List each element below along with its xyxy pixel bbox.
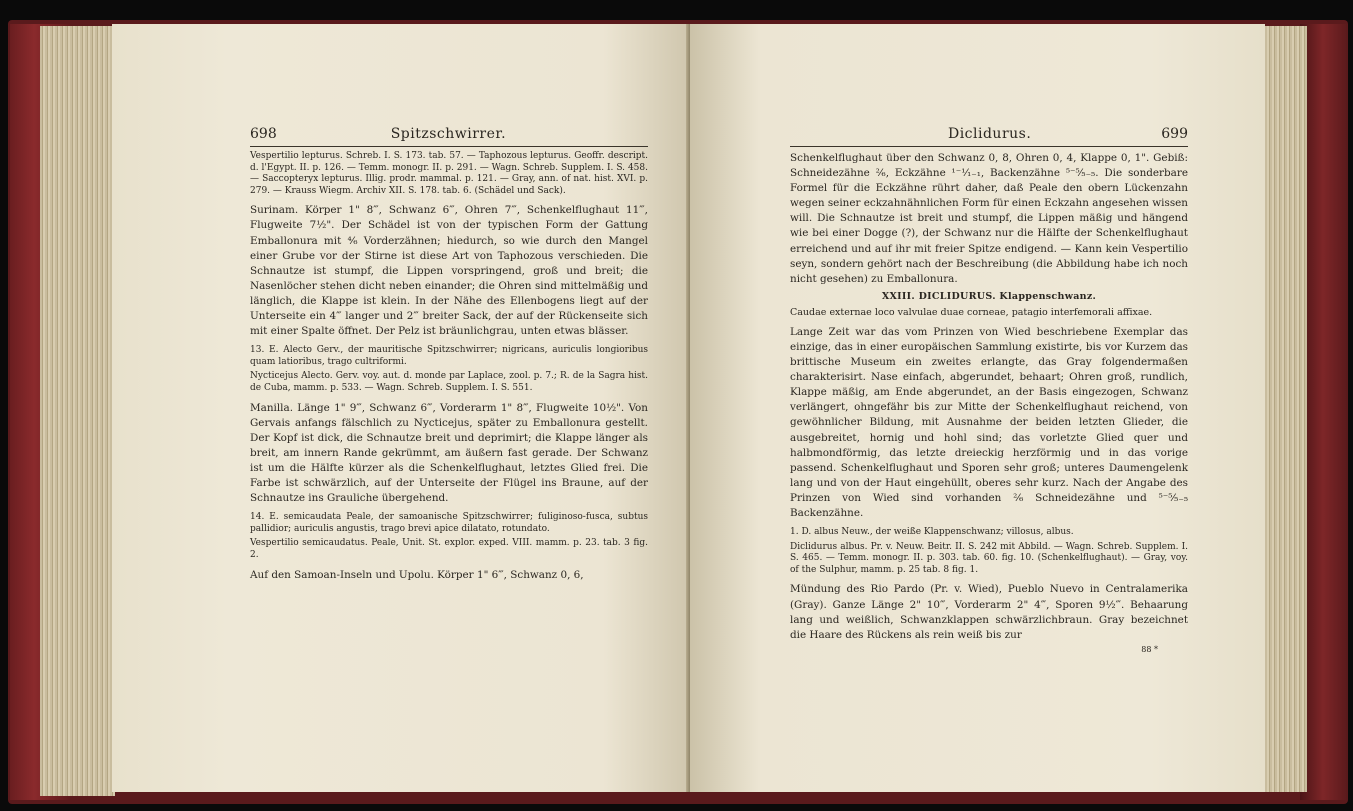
right-page xyxy=(690,24,1265,792)
left-page xyxy=(112,24,690,792)
small-print-paragraph: Vespertilio lepturus. Schreb. I. S. 173. tab. 57. — Taphozous lepturus. Geoffr. descript. d. l'Egypt. II. p. 126. — Temm. monogr. II. p. 291. — Wagn. Schreb. Supplem. I. S. 458. — Saccopteryx lepturus. Illig. prodr. mammal. p. 121. — Gray, ann. of nat. hist. XVI. p. 279. — Krauss Wiegm. Archiv XII. S. 178. tab. 6. (Schädel und Sack). xyxy=(250,151,648,196)
right-header-rule xyxy=(790,146,1188,147)
left-text-column xyxy=(250,126,648,583)
small-print-paragraph: Nycticejus Alecto. Gerv. voy. aut. d. monde par Laplace, zool. p. 7.; R. de la Sagra hist. de Cuba, mamm. p. 533. — Wagn. Schreb. Supplem. I. S. 551. xyxy=(250,371,648,393)
section-latin-diagnosis: Caudae externae loco valvulae duae corneae, patagio interfemorali affixae. xyxy=(790,306,1153,318)
right-page-number: 699 xyxy=(1161,126,1188,142)
right-running-title: Diclidurus. xyxy=(947,126,1032,142)
right-page-body-before xyxy=(790,151,1188,287)
body-paragraph: Lange Zeit war das vom Prinzen von Wied beschriebene Exemplar das einzige, das in einer europäischen Sammlung existirte, bis vor Kurzem das brittische Museum ein zweites erlangte, das Gray folgendermaßen charakterisirt. Nase einfach, abgerundet, behaart; Ohren groß, rundlich, Klappe mäßig, am Ende abgerundet, an der Basis eingezogen, Schwanz verlängert, ohngefähr bis zur Mitte der Schenkelflughaut reichend, von gewöhnlicher Bildung, mit Ausnahme der beiden letzten Glieder, die ausgebreitet, hornig und hohl sind; das vorletzte Glied quer und halbmondförmig, das letzte dreieckig herzförmig und in das vorige passend. Schenkelflughaut und Sporen sehr groß; unteres Daumengelenk lang und von der Haut eingehüllt, oberes sehr kurz. Nach der Angabe des Prinzen von Wied sind vorhanden ²⁄₆ Schneidezähne und ⁵⁻⁵⁄₅₋₅ Backenzähne. xyxy=(790,325,1188,519)
left-running-title: Spitzschwirrer. xyxy=(390,126,507,142)
signature-mark: 88 * xyxy=(1141,644,1158,654)
left-page-body xyxy=(250,151,648,583)
body-paragraph: Auf den Samoan-Inseln und Upolu. Körper 1" 6‴, Schwanz 0, 6, xyxy=(250,568,584,581)
left-page-header xyxy=(250,126,648,142)
small-print-paragraph: 1. D. albus Neuw., der weiße Klappenschwanz; villosus, albus. xyxy=(790,527,1074,538)
page-stack-right xyxy=(1262,26,1307,792)
section-heading: XXIII. DICLIDURUS. Klappenschwanz. xyxy=(881,290,1097,302)
small-print-paragraph: Diclidurus albus. Pr. v. Neuw. Beitr. II. S. 242 mit Abbild. — Wagn. Schreb. Supplem. I. S. 465. — Temm. monogr. II. p. 303. tab. 60. fig. 10. (Schenkelflughaut). — Gray, voy. of the Sulphur, mamm. p. 25 tab. 8 fig. 1. xyxy=(790,541,1188,575)
right-text-column xyxy=(790,126,1188,654)
left-header-rule xyxy=(250,146,648,147)
body-paragraph: Surinam. Körper 1" 8‴, Schwanz 6‴, Ohren 7‴, Schenkelflughaut 11‴, Flugweite 7½". Der Schädel ist von der typischen Form der Gattung Emballonura mit ⁴⁄₆ Vorderzähnen; hiedurch, so wie durch den Mangel einer Grube vor der Stirne ist diese Art von Taphozous verschieden. Die Schnautze ist stumpf, die Lippen vorspringend, groß und breit; die Nasenlöcher stehen dicht neben einander; die Ohren sind mittelmäßig und länglich, die Klappe ist klein. In der Nähe des Ellenbogens liegt auf der Unterseite ein 4‴ langer und 2‴ breiter Sack, der auf der Rückenseite sich mit einer Spalte öffnet. Der Pelz ist bräunlichgrau, unten etwas blässer. xyxy=(250,204,648,338)
page-stack-left xyxy=(40,26,115,796)
body-paragraph: Schenkelflughaut über den Schwanz 0, 8, Ohren 0, 4, Klappe 0, 1". Gebiß: Schneidezähne ²⁄₆, Eckzähne ¹⁻¹⁄₁₋₁, Backenzähne ⁵⁻⁵⁄₅₋₅. Die sonderbare Formel für die Eckzähne rührt daher, daß Peale den obern Lückenzahn wegen seiner eckzahnähnlichen Form für einen Eckzahn angesehen wissen will. Die Schnautze ist breit und stumpf, die Lippen mäßig und hängend wie bei einer Dogge (?), der Schwanz nur die Hälfte der Schenkelflughaut erreichend und auf ihr mit freier Spitze endigend. — Kann kein Vespertilio seyn, sondern gehört nach der Beschreibung (die Abbildung habe ich noch nicht gesehen) zu Emballonura. xyxy=(790,152,1188,285)
body-paragraph: Mündung des Rio Pardo (Pr. v. Wied), Pueblo Nuevo in Centralamerika (Gray). Ganze Länge 2" 10‴, Vorderarm 2" 4‴, Sporen 9½‴. Behaarung lang und weißlich, Schwanzklappen schwärzlichbraun. Gray bezeichnet die Haare des Rückens als rein weiß bis zur xyxy=(790,583,1188,641)
left-page-number: 698 xyxy=(250,126,277,142)
small-print-paragraph: Vespertilio semicaudatus. Peale, Unit. St. explor. exped. VIII. mamm. p. 23. tab. 3 fig. 2. xyxy=(250,538,648,561)
small-print-paragraph: 14. E. semicaudata Peale, der samoanische Spitzschwirrer; fuliginoso-fusca, subtus pallidior; auriculis angustis, trago brevi apice dilatato, rotundato. xyxy=(250,512,648,534)
right-page-body-after xyxy=(790,325,1188,643)
small-print-paragraph: 13. E. Alecto Gerv., der mauritische Spitzschwirrer; nigricans, auriculis longioribus quam latioribus, trago cultriformi. xyxy=(250,345,648,367)
body-paragraph: Manilla. Länge 1" 9‴, Schwanz 6‴, Vorderarm 1" 8‴, Flugweite 10½". Von Gervais anfangs fälschlich zu Nycticejus, später zu Emballonura gestellt. Der Kopf ist dick, die Schnautze breit und deprimirt; die Klappe länger als breit, am innern Rande gekrümmt, am äußern fast gerade. Der Schwanz ist um die Hälfte kürzer als die Schenkelflughaut, letztes Glied frei. Die Farbe ist schwärzlich, auf der Unterseite der Flügel ins Braune, auf der Schnautze ins Grauliche übergehend. xyxy=(250,401,648,505)
right-page-header xyxy=(790,126,1188,142)
